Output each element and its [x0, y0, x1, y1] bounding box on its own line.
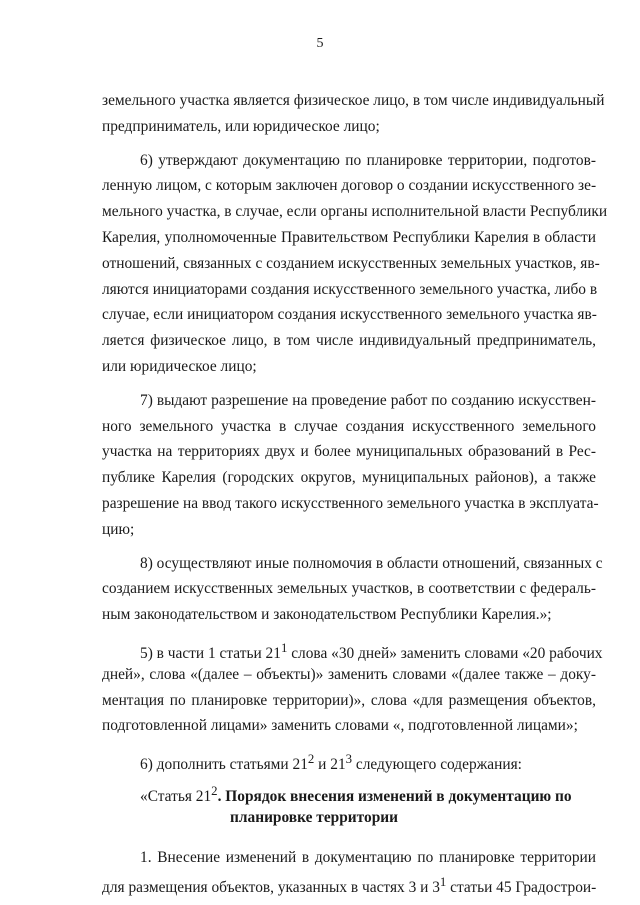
text-line: 1. Внесение изменений в документацию по планировке территории [140, 848, 596, 866]
text-line: 8) осуществляют иные полномочия в области отношений, связанных с [140, 554, 603, 572]
text-fragment: 6) дополнить статьями 21 [140, 756, 308, 774]
superscript: 2 [211, 783, 218, 798]
text-line: подготовленной лицами» заменить словами «, подготовленной лицами»; [102, 717, 578, 735]
text-line: цию; [102, 520, 135, 538]
text-fragment: 5) в части 1 статьи 21 [140, 645, 281, 663]
text-line: ляются инициаторами создания искусственного земельного участка, либо в [102, 280, 598, 298]
text-line: Карелия, уполномоченные Правительством Республики Карелия в области [102, 228, 596, 246]
text-line: ментация по планировке территории)», слова «для размещения объектов, [102, 691, 596, 709]
text-line: дней», слова «(далее – объекты)» заменить словами «(далее также – доку- [102, 665, 596, 683]
text-fragment: и 21 [314, 756, 346, 774]
text-line: 6) утверждают документацию по планировке территории, подготов- [140, 151, 596, 169]
text-fragment: слова «30 дней» заменить словами «20 рабочих [287, 645, 603, 663]
text-line: земельного участка является физическое лицо, в том числе индивидуальный [102, 92, 605, 109]
document-body [102, 88, 608, 897]
article-title-continued: планировке территории [230, 808, 399, 826]
text-line: участка на территориях двух и более муниципальных образований в Рес- [102, 443, 596, 461]
text-line: или юридическое лицо; [102, 357, 257, 375]
text-line: ным законодательством и законодательством Республики Карелия.»; [102, 606, 552, 624]
text-fragment: следующего содержания: [352, 756, 522, 774]
text-line: случае, если инициатором создания искусственного земельного участка яв- [102, 306, 597, 324]
superscript: 3 [345, 752, 353, 767]
page-number: 5 [316, 36, 324, 51]
text-line [102, 636, 603, 663]
article-label: «Статья 21 [140, 788, 212, 806]
text-line: разрешение на ввод такого искусственного земельного участка в эксплуата- [102, 494, 599, 512]
text-line: публике Карелия (городских округов, муниципальных районов), а также [102, 469, 596, 487]
superscript: 1 [280, 640, 288, 655]
text-line: 7) выдают разрешение на проведение работ по созданию искусствен- [140, 391, 596, 409]
superscript: 1 [439, 875, 447, 890]
article-title: . Порядок внесения изменений в документацию по [217, 788, 572, 806]
text-line [102, 870, 596, 896]
text-line: созданием искусственных земельных участков, в соответствии с федераль- [102, 580, 596, 598]
text-line: предприниматель, или юридическое лицо; [102, 117, 380, 135]
text-line [102, 747, 596, 773]
superscript: 2 [307, 752, 315, 767]
text-fragment: для размещения объектов, указанных в частях 3 и 3 [102, 879, 440, 897]
text-line: ного земельного участка в случае создания искусственного земельного [102, 417, 596, 435]
article-heading [102, 779, 596, 805]
text-line: мельного участка, в случае, если органы исполнительной власти Республики [102, 203, 608, 221]
text-fragment: статьи 45 Градострои- [446, 879, 597, 897]
text-line: отношений, связанных с созданием искусственных земельных участков, яв- [102, 254, 600, 272]
text-line: ляется физическое лицо, в том числе индивидуальный предприниматель, [102, 332, 596, 350]
text-line: ленную лицом, с которым заключен договор о создании искусственного зе- [102, 177, 597, 195]
